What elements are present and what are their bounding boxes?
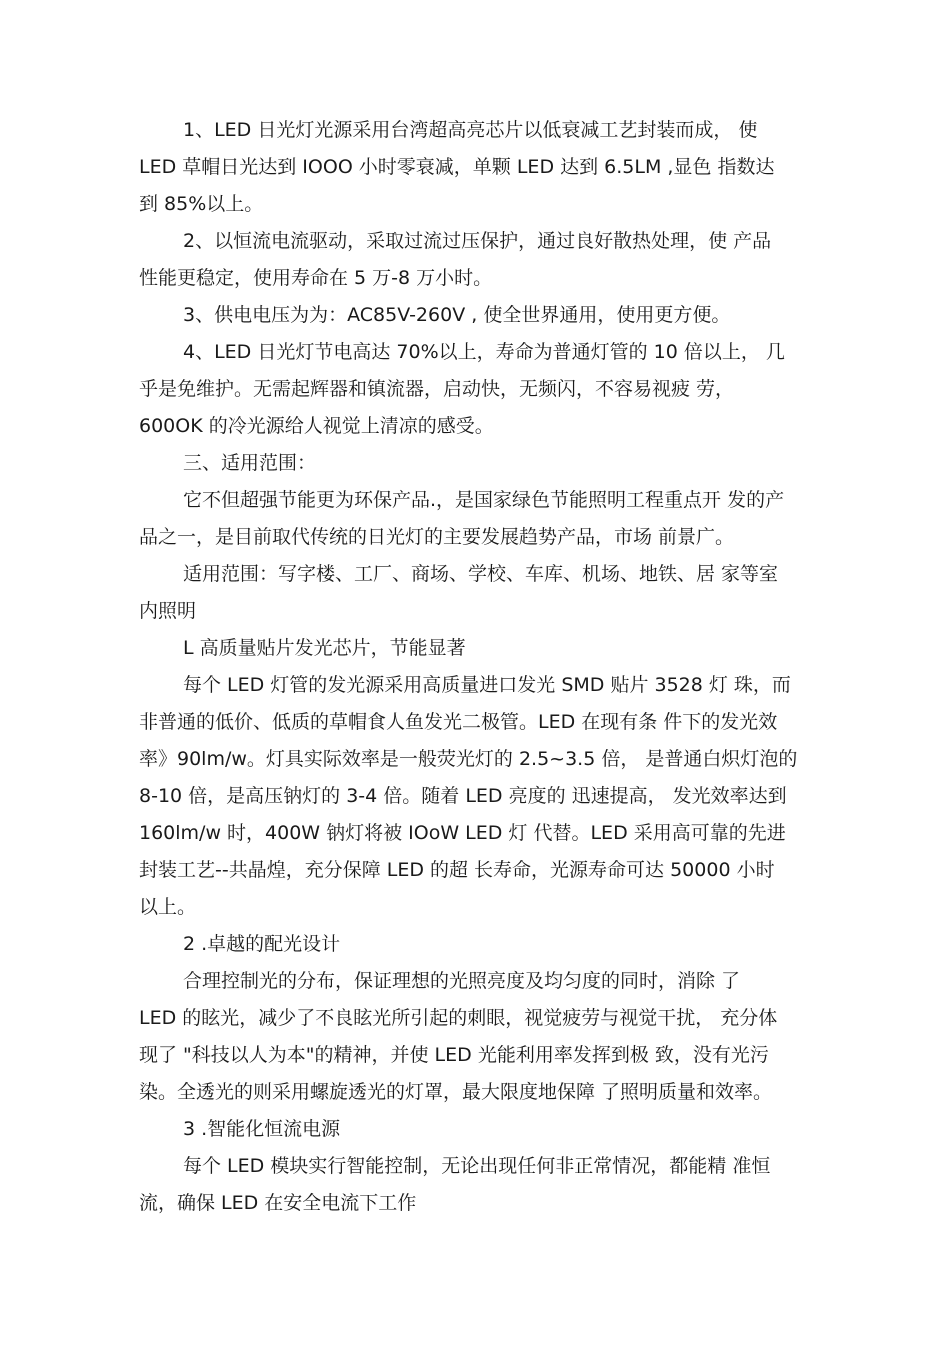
text-line: 内照明 (139, 600, 197, 622)
text-line: 性能更稳定，使用寿命在 5 万-8 万小时。 (139, 267, 493, 289)
text-line: 600OK 的冷光源给人视觉上清凉的感受。 (139, 415, 494, 437)
text-line: 3、供电电压为为：AC85V-260V , 使全世界通用，使用更方便。 (183, 304, 731, 326)
text-line: 率》90lm/w。灯具实际效率是一般荧光灯的 2.5~3.5 倍， 是普通白炽灯泡的 (139, 748, 798, 770)
text-line: 适用范围：写字楼、工厂、商场、学校、车库、机场、地铁、居 家等室 (183, 563, 779, 585)
text-line: 以上。 (139, 896, 197, 918)
text-line: LED 草帽日光达到 IOOO 小时零衰减，单颗 LED 达到 6.5LM ,显色 指数达 (139, 156, 775, 178)
section-heading: 2 .卓越的配光设计 (183, 933, 341, 955)
text-line: 乎是免维护。无需起辉器和镇流器，启动快，无频闪，不容易视疲 劳， (139, 378, 735, 400)
text-line: 8-10 倍，是高压钠灯的 3-4 倍。随着 LED 亮度的 迅速提高， 发光效率达到 (139, 785, 787, 807)
text-line: 非普通的低价、低质的草帽食人鱼发光二极管。LED 在现有条 件下的发光效 (139, 711, 778, 733)
text-line: LED 的眩光，减少了不良眩光所引起的刺眼，视觉疲劳与视觉干扰， 充分体 (139, 1007, 778, 1029)
text-line: 染。全透光的则采用螺旋透光的灯罩，最大限度地保障 了照明质量和效率。 (139, 1081, 773, 1103)
section-heading: 三、适用范围： (183, 452, 317, 474)
text-line: 封装工艺--共晶煌，充分保障 LED 的超 长寿命，光源寿命可达 50000 小时 (139, 859, 775, 881)
text-line: 它不但超强节能更为环保产品.，是国家绿色节能照明工程重点开 发的产 (183, 489, 785, 511)
text-line: 每个 LED 灯管的发光源采用高质量进口发光 SMD 贴片 3528 灯 珠，而 (183, 674, 791, 696)
text-line: 2、以恒流电流驱动，采取过流过压保护，通过良好散热处理，使 产品 (183, 230, 772, 252)
text-line: 到 85%以上。 (139, 193, 264, 215)
section-heading: 3 .智能化恒流电源 (183, 1118, 341, 1140)
text-line: 160lm/w 时，400W 钠灯将被 IOoW LED 灯 代替。LED 采用高可靠的先进 (139, 822, 786, 844)
text-line: 流，确保 LED 在安全电流下工作 (139, 1192, 417, 1214)
text-line: 合理控制光的分布，保证理想的光照亮度及均匀度的同时，消除 了 (183, 970, 741, 992)
text-line: 品之一，是目前取代传统的日光灯的主要发展趋势产品，市场 前景广。 (139, 526, 735, 548)
text-line: 现了 "科技以人为本"的精神，并使 LED 光能利用率发挥到极 致，没有光污 (139, 1044, 769, 1066)
text-line: 1、LED 日光灯光源采用台湾超高亮芯片以低衰减工艺封装而成， 使 (183, 119, 758, 141)
section-heading: L 高质量贴片发光芯片，节能显著 (183, 637, 466, 659)
document-body (139, 112, 829, 1222)
text-line: 每个 LED 模块实行智能控制，无论出现任何非正常情况，都能精 准恒 (183, 1155, 771, 1177)
text-line: 4、LED 日光灯节电高达 70%以上，寿命为普通灯管的 10 倍以上， 几 (183, 341, 785, 363)
